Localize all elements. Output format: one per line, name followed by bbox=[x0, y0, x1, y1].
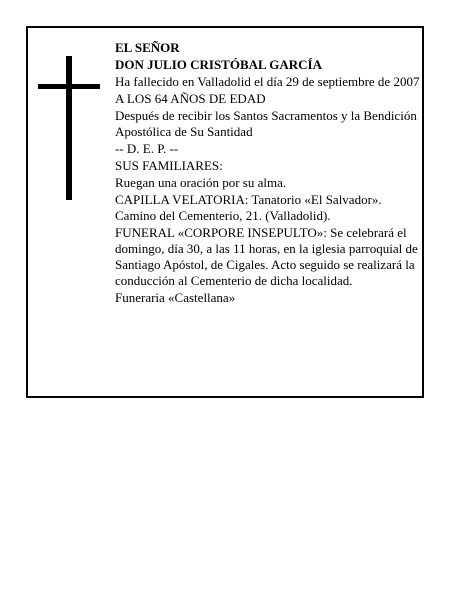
family-heading: SUS FAMILIARES: bbox=[115, 158, 223, 173]
age-line: A LOS 64 AÑOS DE EDAD bbox=[115, 91, 266, 106]
obituary-notice bbox=[26, 26, 424, 398]
cross-vertical-bar bbox=[66, 56, 72, 200]
rip-line: -- D. E. P. -- bbox=[115, 141, 179, 156]
sacraments-line: Después de recibir los Santos Sacramentos y la Bendición Apostólica de Su Santidad bbox=[115, 108, 417, 139]
chapel-info: CAPILLA VELATORIA: Tanatorio «El Salvador». Camino del Cementerio, 21. (Valladolid). bbox=[115, 192, 382, 223]
funeral-home: Funeraria «Castellana» bbox=[115, 290, 236, 305]
notice-title: EL SEÑOR bbox=[115, 40, 180, 55]
prayer-line: Ruegan una oración por su alma. bbox=[115, 175, 287, 190]
funeral-info: FUNERAL «CORPORE INSEPULTO»: Se celebrará el domingo, día 30, a las 11 horas, en la iglesia parroquial de Santiago Apóstol, de Cigales. Acto seguido se realizará la conducción al Cementerio de dicha localidad. bbox=[115, 225, 418, 288]
deceased-name: DON JULIO CRISTÓBAL GARCÍA bbox=[115, 57, 322, 72]
death-statement: Ha fallecido en Valladolid el día 29 de septiembre de 2007 bbox=[115, 74, 420, 89]
cross-horizontal-bar bbox=[38, 84, 100, 89]
obituary-text bbox=[115, 40, 421, 307]
